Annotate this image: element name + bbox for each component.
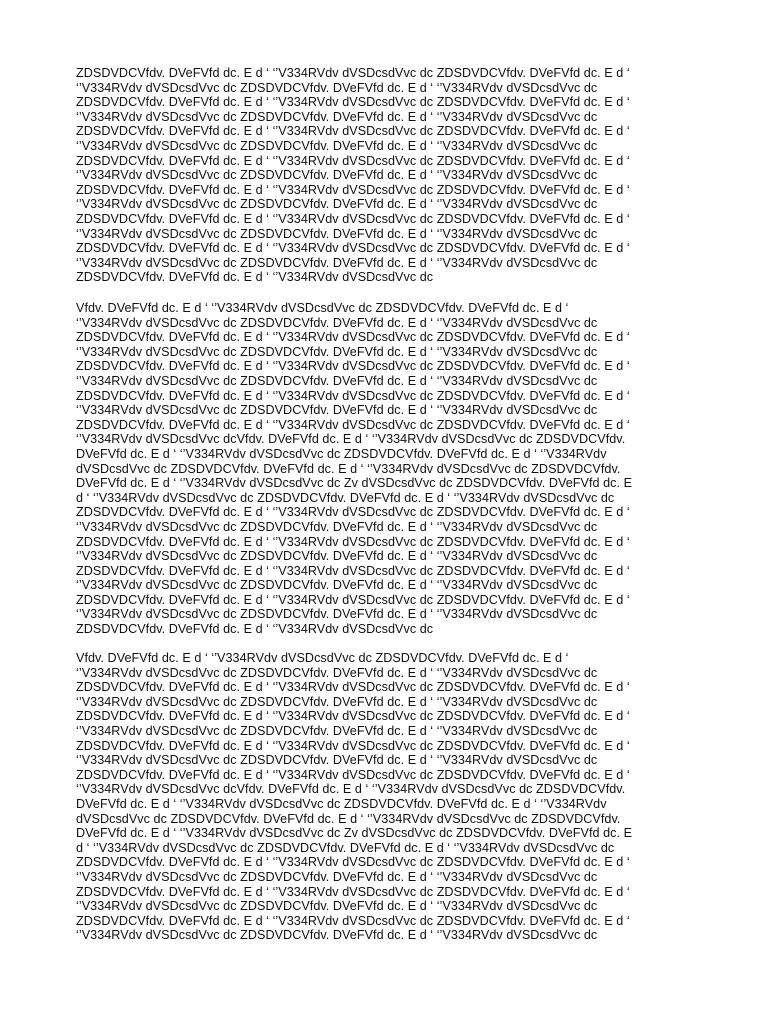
text-line: ‘’V334RVdv dVSDcsdVvc dc ZDSDVDCVfdv. DVeFVfd dc. E d ‘ ‘’V334RVdv dVSDcsdVvc dc	[76, 753, 598, 768]
text-line: ZDSDVDCVfdv. DVeFVfd dc. E d ‘ ‘’V334RVdv dVSDcsdVvc dc ZDSDVDCVfdv. DVeFVfd dc. E d ‘	[76, 388, 630, 403]
text-line: ‘’V334RVdv dVSDcsdVvc dc ZDSDVDCVfdv. DVeFVfd dc. E d ‘ ‘’V334RVdv dVSDcsdVvc dc	[76, 168, 598, 183]
text-line: ‘’V334RVdv dVSDcsdVvc dc ZDSDVDCVfdv. DVeFVfd dc. E d ‘ ‘’V334RVdv dVSDcsdVvc dc	[76, 869, 598, 884]
text-line: DVeFVfd dc. E d ‘ ‘’V334RVdv dVSDcsdVvc dc Zv dVSDcsdVvc dc ZDSDVDCVfdv. DVeFVfd dc. E	[76, 826, 633, 841]
text-line: d ‘ ‘’V334RVdv dVSDcsdVvc dc ZDSDVDCVfdv. DVeFVfd dc. E d ‘ ‘’V334RVdv dVSDcsdVvc dc	[76, 840, 615, 855]
text-line: ZDSDVDCVfdv. DVeFVfd dc. E d ‘ ‘’V334RVdv dVSDcsdVvc dc ZDSDVDCVfdv. DVeFVfd dc. E d ‘	[76, 855, 630, 870]
text-line: ZDSDVDCVfdv. DVeFVfd dc. E d ‘ ‘’V334RVdv dVSDcsdVvc dc ZDSDVDCVfdv. DVeFVfd dc. E d ‘	[76, 153, 630, 168]
text-line: ZDSDVDCVfdv. DVeFVfd dc. E d ‘ ‘’V334RVdv dVSDcsdVvc dc ZDSDVDCVfdv. DVeFVfd dc. E d ‘	[76, 359, 630, 374]
text-line: ‘’V334RVdv dVSDcsdVvc dc ZDSDVDCVfdv. DVeFVfd dc. E d ‘ ‘’V334RVdv dVSDcsdVvc dc	[76, 373, 598, 388]
text-line: ‘’V334RVdv dVSDcsdVvc dc ZDSDVDCVfdv. DVeFVfd dc. E d ‘ ‘’V334RVdv dVSDcsdVvc dc	[76, 899, 598, 914]
text-line: ZDSDVDCVfdv. DVeFVfd dc. E d ‘ ‘’V334RVdv dVSDcsdVvc dc ZDSDVDCVfdv. DVeFVfd dc. E d ‘	[76, 241, 630, 256]
text-line: d ‘ ‘’V334RVdv dVSDcsdVvc dc ZDSDVDCVfdv. DVeFVfd dc. E d ‘ ‘’V334RVdv dVSDcsdVvc dc	[76, 490, 615, 505]
text-line: ZDSDVDCVfdv. DVeFVfd dc. E d ‘ ‘’V334RVdv dVSDcsdVvc dc ZDSDVDCVfdv. DVeFVfd dc. E d ‘	[76, 417, 630, 432]
paragraph-2	[76, 301, 696, 637]
text-line: ‘’V334RVdv dVSDcsdVvc dc ZDSDVDCVfdv. DVeFVfd dc. E d ‘ ‘’V334RVdv dVSDcsdVvc dc	[76, 694, 598, 709]
text-line: ZDSDVDCVfdv. DVeFVfd dc. E d ‘ ‘’V334RVdv dVSDcsdVvc dc ZDSDVDCVfdv. DVeFVfd dc. E d ‘	[76, 534, 630, 549]
text-line: Vfdv. DVeFVfd dc. E d ‘ ‘’V334RVdv dVSDcsdVvc dc ZDSDVDCVfdv. DVeFVfd dc. E d ‘	[76, 651, 569, 665]
text-line: ‘’V334RVdv dVSDcsdVvc dc ZDSDVDCVfdv. DVeFVfd dc. E d ‘ ‘’V334RVdv dVSDcsdVvc dc	[76, 519, 598, 534]
text-line: ZDSDVDCVfdv. DVeFVfd dc. E d ‘ ‘’V334RVdv dVSDcsdVvc dc ZDSDVDCVfdv. DVeFVfd dc. E d ‘	[76, 66, 630, 80]
text-line: ZDSDVDCVfdv. DVeFVfd dc. E d ‘ ‘’V334RVdv dVSDcsdVvc dc ZDSDVDCVfdv. DVeFVfd dc. E d ‘	[76, 709, 630, 724]
text-line: DVeFVfd dc. E d ‘ ‘’V334RVdv dVSDcsdVvc dc ZDSDVDCVfdv. DVeFVfd dc. E d ‘ ‘’V334RVdv	[76, 796, 607, 811]
paragraph-3	[76, 651, 696, 943]
text-line: ‘’V334RVdv dVSDcsdVvc dc ZDSDVDCVfdv. DVeFVfd dc. E d ‘ ‘’V334RVdv dVSDcsdVvc dc	[76, 549, 598, 564]
text-line: ‘’V334RVdv dVSDcsdVvc dc ZDSDVDCVfdv. DVeFVfd dc. E d ‘ ‘’V334RVdv dVSDcsdVvc dc	[76, 403, 598, 418]
text-line: ‘’V334RVdv dVSDcsdVvc dcVfdv. DVeFVfd dc. E d ‘ ‘’V334RVdv dVSDcsdVvc dc ZDSDVDCVfdv.	[76, 432, 626, 447]
text-line: ‘’V334RVdv dVSDcsdVvc dc ZDSDVDCVfdv. DVeFVfd dc. E d ‘ ‘’V334RVdv dVSDcsdVvc dc	[76, 197, 598, 212]
text-line: ‘’V334RVdv dVSDcsdVvc dc ZDSDVDCVfdv. DVeFVfd dc. E d ‘ ‘’V334RVdv dVSDcsdVvc dc	[76, 315, 598, 330]
text-line: ZDSDVDCVfdv. DVeFVfd dc. E d ‘ ‘’V334RVdv dVSDcsdVvc dc ZDSDVDCVfdv. DVeFVfd dc. E d ‘	[76, 505, 630, 520]
text-line: ‘’V334RVdv dVSDcsdVvc dcVfdv. DVeFVfd dc. E d ‘ ‘’V334RVdv dVSDcsdVvc dc ZDSDVDCVfdv.	[76, 782, 626, 797]
text-line: ZDSDVDCVfdv. DVeFVfd dc. E d ‘ ‘’V334RVdv dVSDcsdVvc dc ZDSDVDCVfdv. DVeFVfd dc. E d ‘	[76, 211, 630, 226]
text-line: ZDSDVDCVfdv. DVeFVfd dc. E d ‘ ‘’V334RVdv dVSDcsdVvc dc	[76, 270, 434, 285]
text-line: ZDSDVDCVfdv. DVeFVfd dc. E d ‘ ‘’V334RVdv dVSDcsdVvc dc ZDSDVDCVfdv. DVeFVfd dc. E d ‘	[76, 592, 630, 607]
text-line: ZDSDVDCVfdv. DVeFVfd dc. E d ‘ ‘’V334RVdv dVSDcsdVvc dc ZDSDVDCVfdv. DVeFVfd dc. E d ‘	[76, 884, 630, 899]
text-line: ZDSDVDCVfdv. DVeFVfd dc. E d ‘ ‘’V334RVdv dVSDcsdVvc dc ZDSDVDCVfdv. DVeFVfd dc. E d ‘	[76, 767, 630, 782]
text-line: ‘’V334RVdv dVSDcsdVvc dc ZDSDVDCVfdv. DVeFVfd dc. E d ‘ ‘’V334RVdv dVSDcsdVvc dc	[76, 607, 598, 622]
text-line: ‘’V334RVdv dVSDcsdVvc dc ZDSDVDCVfdv. DVeFVfd dc. E d ‘ ‘’V334RVdv dVSDcsdVvc dc	[76, 723, 598, 738]
text-line: DVeFVfd dc. E d ‘ ‘’V334RVdv dVSDcsdVvc dc Zv dVSDcsdVvc dc ZDSDVDCVfdv. DVeFVfd dc. E	[76, 476, 633, 491]
paragraph-1	[76, 66, 696, 285]
text-line: DVeFVfd dc. E d ‘ ‘’V334RVdv dVSDcsdVvc dc ZDSDVDCVfdv. DVeFVfd dc. E d ‘ ‘’V334RVdv	[76, 446, 607, 461]
text-line: ZDSDVDCVfdv. DVeFVfd dc. E d ‘ ‘’V334RVdv dVSDcsdVvc dc ZDSDVDCVfdv. DVeFVfd dc. E d ‘	[76, 95, 630, 110]
text-line: dVSDcsdVvc dc ZDSDVDCVfdv. DVeFVfd dc. E d ‘ ‘’V334RVdv dVSDcsdVvc dc ZDSDVDCVfdv.	[76, 461, 621, 476]
text-line: ‘’V334RVdv dVSDcsdVvc dc ZDSDVDCVfdv. DVeFVfd dc. E d ‘ ‘’V334RVdv dVSDcsdVvc dc	[76, 138, 598, 153]
text-line: ZDSDVDCVfdv. DVeFVfd dc. E d ‘ ‘’V334RVdv dVSDcsdVvc dc	[76, 622, 434, 637]
text-line: ‘’V334RVdv dVSDcsdVvc dc ZDSDVDCVfdv. DVeFVfd dc. E d ‘ ‘’V334RVdv dVSDcsdVvc dc	[76, 578, 598, 593]
text-line: ‘’V334RVdv dVSDcsdVvc dc ZDSDVDCVfdv. DVeFVfd dc. E d ‘ ‘’V334RVdv dVSDcsdVvc dc	[76, 255, 598, 270]
text-line: ‘’V334RVdv dVSDcsdVvc dc ZDSDVDCVfdv. DVeFVfd dc. E d ‘ ‘’V334RVdv dVSDcsdVvc dc	[76, 80, 598, 95]
text-line: ZDSDVDCVfdv. DVeFVfd dc. E d ‘ ‘’V334RVdv dVSDcsdVvc dc ZDSDVDCVfdv. DVeFVfd dc. E d ‘	[76, 563, 630, 578]
text-line: ZDSDVDCVfdv. DVeFVfd dc. E d ‘ ‘’V334RVdv dVSDcsdVvc dc ZDSDVDCVfdv. DVeFVfd dc. E d ‘	[76, 680, 630, 695]
text-line: ZDSDVDCVfdv. DVeFVfd dc. E d ‘ ‘’V334RVdv dVSDcsdVvc dc ZDSDVDCVfdv. DVeFVfd dc. E d ‘	[76, 182, 630, 197]
text-line: ‘’V334RVdv dVSDcsdVvc dc ZDSDVDCVfdv. DVeFVfd dc. E d ‘ ‘’V334RVdv dVSDcsdVvc dc	[76, 226, 598, 241]
text-line: ‘’V334RVdv dVSDcsdVvc dc ZDSDVDCVfdv. DVeFVfd dc. E d ‘ ‘’V334RVdv dVSDcsdVvc dc	[76, 928, 598, 943]
text-line: ZDSDVDCVfdv. DVeFVfd dc. E d ‘ ‘’V334RVdv dVSDcsdVvc dc ZDSDVDCVfdv. DVeFVfd dc. E d ‘	[76, 913, 630, 928]
text-line: Vfdv. DVeFVfd dc. E d ‘ ‘’V334RVdv dVSDcsdVvc dc ZDSDVDCVfdv. DVeFVfd dc. E d ‘	[76, 301, 569, 315]
text-line: ZDSDVDCVfdv. DVeFVfd dc. E d ‘ ‘’V334RVdv dVSDcsdVvc dc ZDSDVDCVfdv. DVeFVfd dc. E d ‘	[76, 124, 630, 139]
text-line: ‘’V334RVdv dVSDcsdVvc dc ZDSDVDCVfdv. DVeFVfd dc. E d ‘ ‘’V334RVdv dVSDcsdVvc dc	[76, 665, 598, 680]
text-line: ZDSDVDCVfdv. DVeFVfd dc. E d ‘ ‘’V334RVdv dVSDcsdVvc dc ZDSDVDCVfdv. DVeFVfd dc. E d ‘	[76, 330, 630, 345]
text-line: ‘’V334RVdv dVSDcsdVvc dc ZDSDVDCVfdv. DVeFVfd dc. E d ‘ ‘’V334RVdv dVSDcsdVvc dc	[76, 109, 598, 124]
text-line: dVSDcsdVvc dc ZDSDVDCVfdv. DVeFVfd dc. E d ‘ ‘’V334RVdv dVSDcsdVvc dc ZDSDVDCVfdv.	[76, 811, 621, 826]
text-line: ZDSDVDCVfdv. DVeFVfd dc. E d ‘ ‘’V334RVdv dVSDcsdVvc dc ZDSDVDCVfdv. DVeFVfd dc. E d ‘	[76, 738, 630, 753]
text-line: ‘’V334RVdv dVSDcsdVvc dc ZDSDVDCVfdv. DVeFVfd dc. E d ‘ ‘’V334RVdv dVSDcsdVvc dc	[76, 344, 598, 359]
